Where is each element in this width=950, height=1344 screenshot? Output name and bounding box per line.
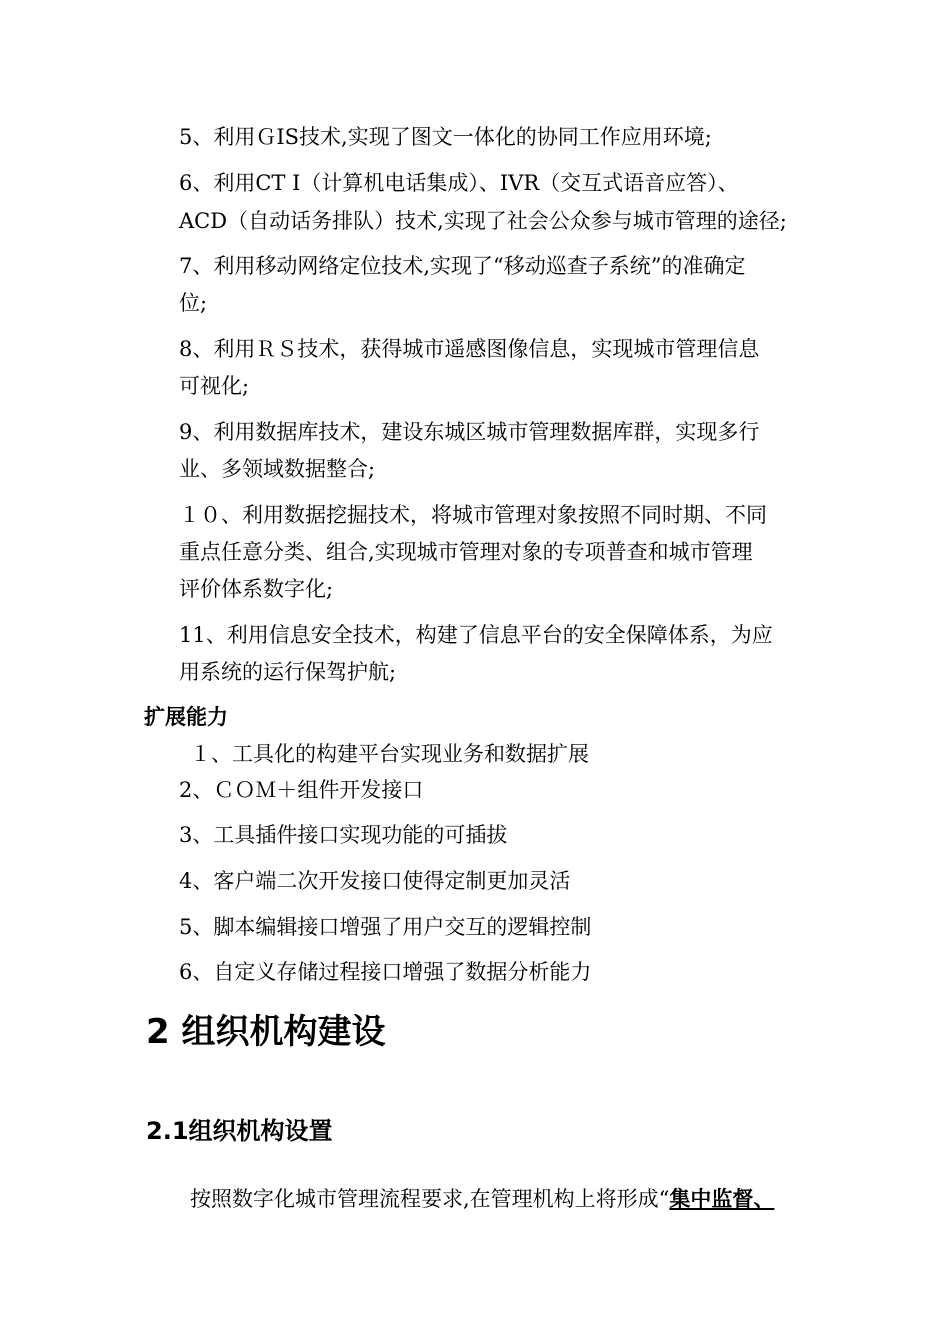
section-heading: 2 组织机构建设: [146, 1012, 386, 1052]
tech-item-line: 业、多领域数据整合;: [179, 457, 376, 481]
extension-item: 2、ＣＯＭ＋组件开发接口: [179, 778, 424, 802]
tech-item-line: 5、利用ＧIS技术,实现了图文一体化的协同工作应用环境;: [179, 125, 712, 149]
tech-item-line: 可视化;: [179, 374, 250, 398]
tech-item-line: １０、利用数据挖掘技术，将城市管理对象按照不同时期、不同: [179, 503, 767, 527]
tech-item-line: ACD（自动话务排队）技术,实现了社会公众参与城市管理的途径;: [179, 209, 787, 233]
tech-item-line: 7、利用移动网络定位技术,实现了“移动巡查子系统”的准确定: [179, 254, 746, 278]
subsection-heading: 2.1组织机构设置: [146, 1117, 333, 1145]
extension-item: 4、客户端二次开发接口使得定制更加灵活: [179, 869, 571, 893]
extension-heading: 扩展能力: [144, 705, 228, 729]
tech-item-line: 9、利用数据库技术，建设东城区城市管理数据库群，实现多行: [179, 420, 760, 444]
tech-item-line: 位;: [179, 291, 208, 315]
tech-item-line: 6、利用CT I（计算机电话集成）、IVR（交互式语音应答）、: [179, 171, 739, 195]
extension-item: 5、脚本编辑接口增强了用户交互的逻辑控制: [179, 915, 592, 939]
tech-item-line: 8、利用ＲＳ技术，获得城市遥感图像信息，实现城市管理信息: [179, 337, 760, 361]
tech-item-line: 评价体系数字化;: [179, 577, 334, 601]
extension-item: 6、自定义存储过程接口增强了数据分析能力: [179, 960, 592, 984]
tech-item-line: 重点任意分类、组合,实现城市管理对象的专项普查和城市管理: [179, 540, 753, 564]
extension-item: １、工具化的构建平台实现业务和数据扩展: [190, 742, 589, 766]
body-paragraph: [190, 1189, 774, 1210]
tech-item-line: 用系统的运行保驾护航;: [179, 660, 397, 684]
paragraph-emphasis: 集中监督、: [669, 1187, 775, 1211]
tech-item-line: 11、利用信息安全技术，构建了信息平台的安全保障体系，为应: [179, 623, 773, 647]
paragraph-text: 按照数字化城市管理流程要求,在管理机构上将形成“: [190, 1187, 670, 1211]
extension-item: 3、工具插件接口实现功能的可插拔: [179, 823, 508, 847]
